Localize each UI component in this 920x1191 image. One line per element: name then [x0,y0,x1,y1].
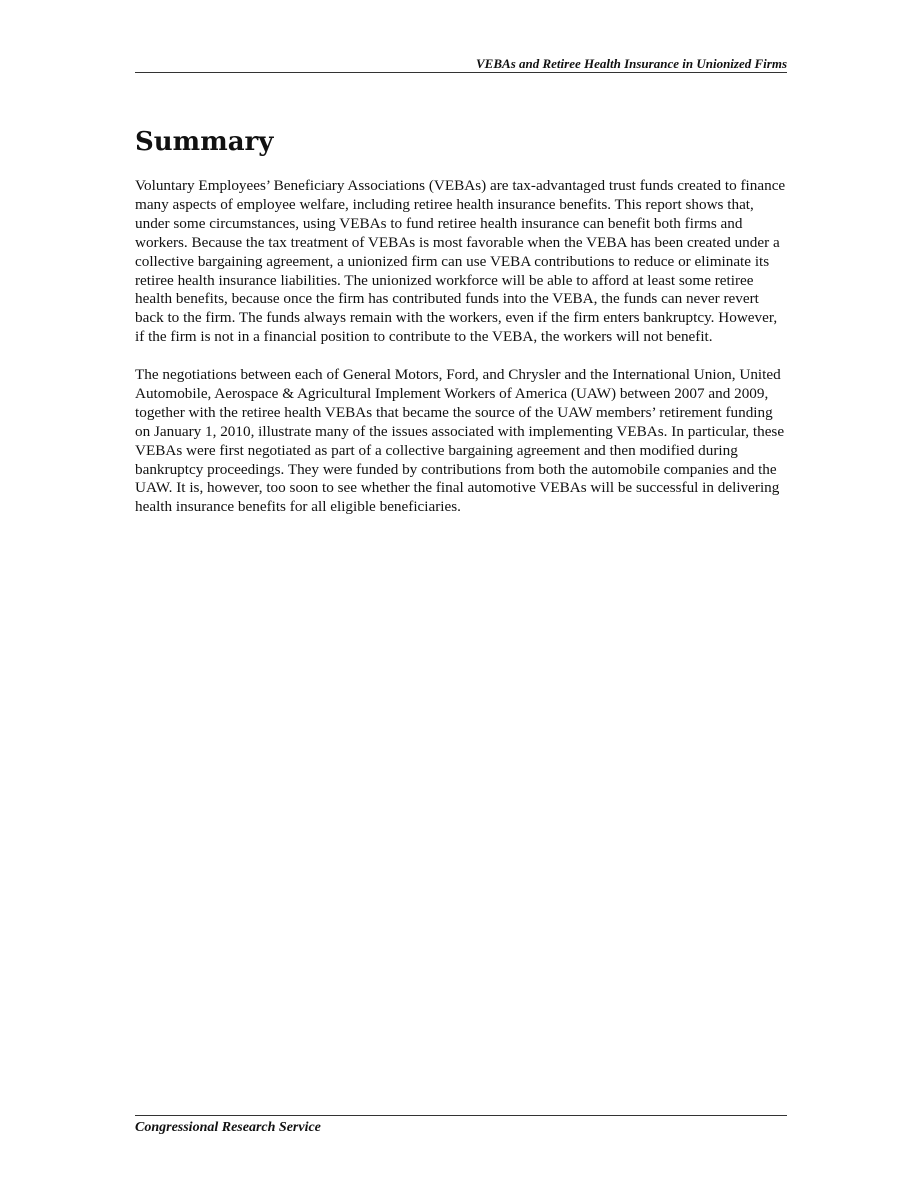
page-title: Summary [135,127,274,157]
summary-body [135,177,787,536]
running-header: VEBAs and Retiree Health Insurance in Unionized Firms [476,56,787,71]
summary-paragraph-2: The negotiations between each of General Motors, Ford, and Chrysler and the International Union, United Automobile, Aerospace & Agricultural Implement Workers of America (UAW) between 2007 and 2009, together with the retiree health VEBAs that became the source of the UAW members’ retirement funding on January 1, 2010, illustrate many of the issues associated with implementing VEBAs. In particular, these VEBAs were first negotiated as part of a collective bargaining agreement and then modified during bankruptcy proceedings. They were funded by contributions from both the automobile companies and the UAW. It is, however, too soon to see whether the final automotive VEBAs will be successful in delivering health insurance benefits for all eligible beneficiaries. [135,366,785,516]
footer-divider [135,1115,787,1116]
summary-paragraph-1: Voluntary Employees’ Beneficiary Associations (VEBAs) are tax-advantaged trust funds created to finance many aspects of employee welfare, including retiree health insurance benefits. This report shows that, under some circumstances, using VEBAs to fund retiree health insurance can benefit both firms and workers. Because the tax treatment of VEBAs is most favorable when the VEBA has been created under a collective bargaining agreement, a unionized firm can use VEBA contributions to reduce or eliminate its retiree health insurance liabilities. The unionized workforce will be able to afford at least some retiree health benefits, because once the firm has contributed funds into the VEBA, the funds can never revert back to the firm. The funds always remain with the workers, even if the firm enters bankruptcy. However, if the firm is not in a financial position to contribute to the VEBA, the workers will not benefit. [135,177,786,346]
running-footer: Congressional Research Service [135,1120,321,1135]
header-divider [135,72,787,73]
